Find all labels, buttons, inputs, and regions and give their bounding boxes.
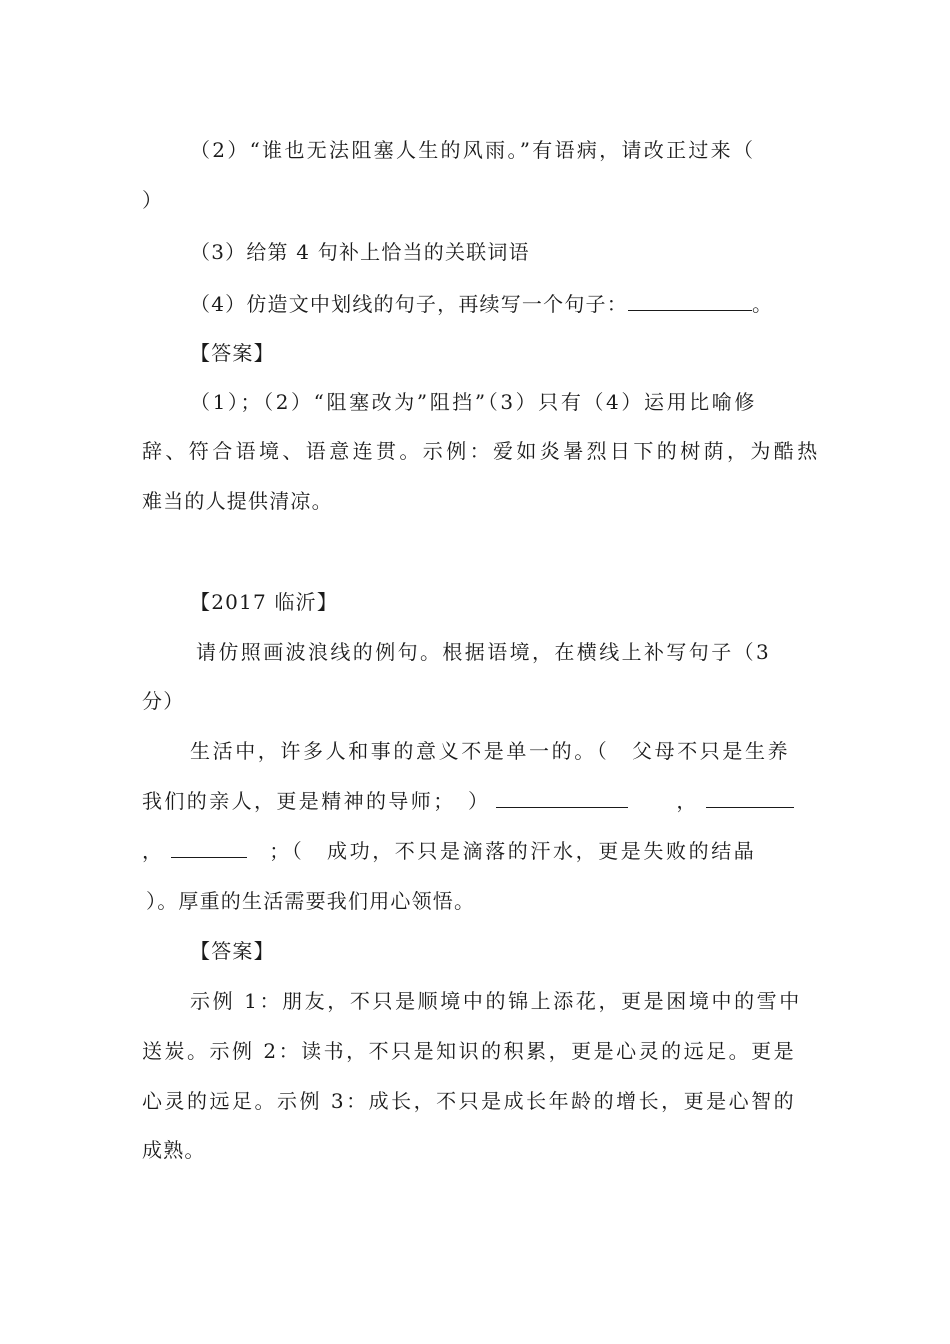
question-4 — [190, 291, 773, 317]
question-3: （3）给第 4 句补上恰当的关联词语 — [190, 240, 530, 264]
question-4-suffix: 。 — [751, 292, 774, 316]
answer-2-line-3: 心灵的远足。示例 3：成长，不只是成长年龄的增长，更是心智的 — [142, 1089, 797, 1113]
answer-heading-2: 【答案】 — [190, 939, 275, 963]
answer-1-line-1: （1）；（2）“阻塞改为”阻挡”（3）只有（4）运用比喻修 — [190, 390, 757, 414]
passage-line-3-text: ；（ 成功，不只是滴落的汗水，更是失败的结晶 — [269, 839, 757, 863]
answer-heading-1: 【答案】 — [190, 341, 275, 365]
passage-line-3 — [142, 838, 756, 864]
fill-blank-1[interactable] — [496, 789, 628, 808]
fill-blank-2[interactable] — [706, 789, 794, 808]
answer-1-line-2: 辞、符合语境、语意连贯。示例：爱如炎暑烈日下的树荫，为酷热 — [142, 439, 821, 463]
prompt-line-2: 分） — [142, 689, 185, 713]
answer-1-line-3: 难当的人提供清凉。 — [142, 489, 333, 513]
passage-line-4: ）。厚重的生活需要我们用心领悟。 — [146, 889, 476, 913]
prompt-line-1: 请仿照画波浪线的例句。根据语境，在横线上补写句子（3 — [196, 640, 772, 664]
source-label: 【2017 临沂】 — [190, 590, 339, 614]
question-4-blank[interactable] — [628, 292, 752, 311]
passage-line-2 — [142, 788, 794, 814]
answer-2-line-4: 成熟。 — [142, 1138, 206, 1162]
passage-line-2-text: 我们的亲人，更是精神的导师； ） — [142, 789, 491, 813]
question-2-line-1: （2）“谁也无法阻塞人生的风雨。”有语病，请改正过来（ — [190, 138, 756, 162]
comma-1: ， — [676, 789, 698, 813]
answer-2-line-1: 示例 1：朋友，不只是顺境中的锦上添花，更是困境中的雪中 — [190, 989, 802, 1013]
comma-2: ， — [142, 839, 164, 863]
question-2-line-2: ） — [142, 188, 164, 212]
passage-line-1: 生活中，许多人和事的意义不是单一的。（ 父母不只是生养 — [190, 739, 791, 763]
answer-2-line-2: 送炭。示例 2：读书，不只是知识的积累，更是心灵的远足。更是 — [142, 1039, 797, 1063]
question-4-text: （4）仿造文中划线的句子，再续写一个句子： — [190, 292, 628, 316]
fill-blank-3[interactable] — [171, 839, 247, 858]
